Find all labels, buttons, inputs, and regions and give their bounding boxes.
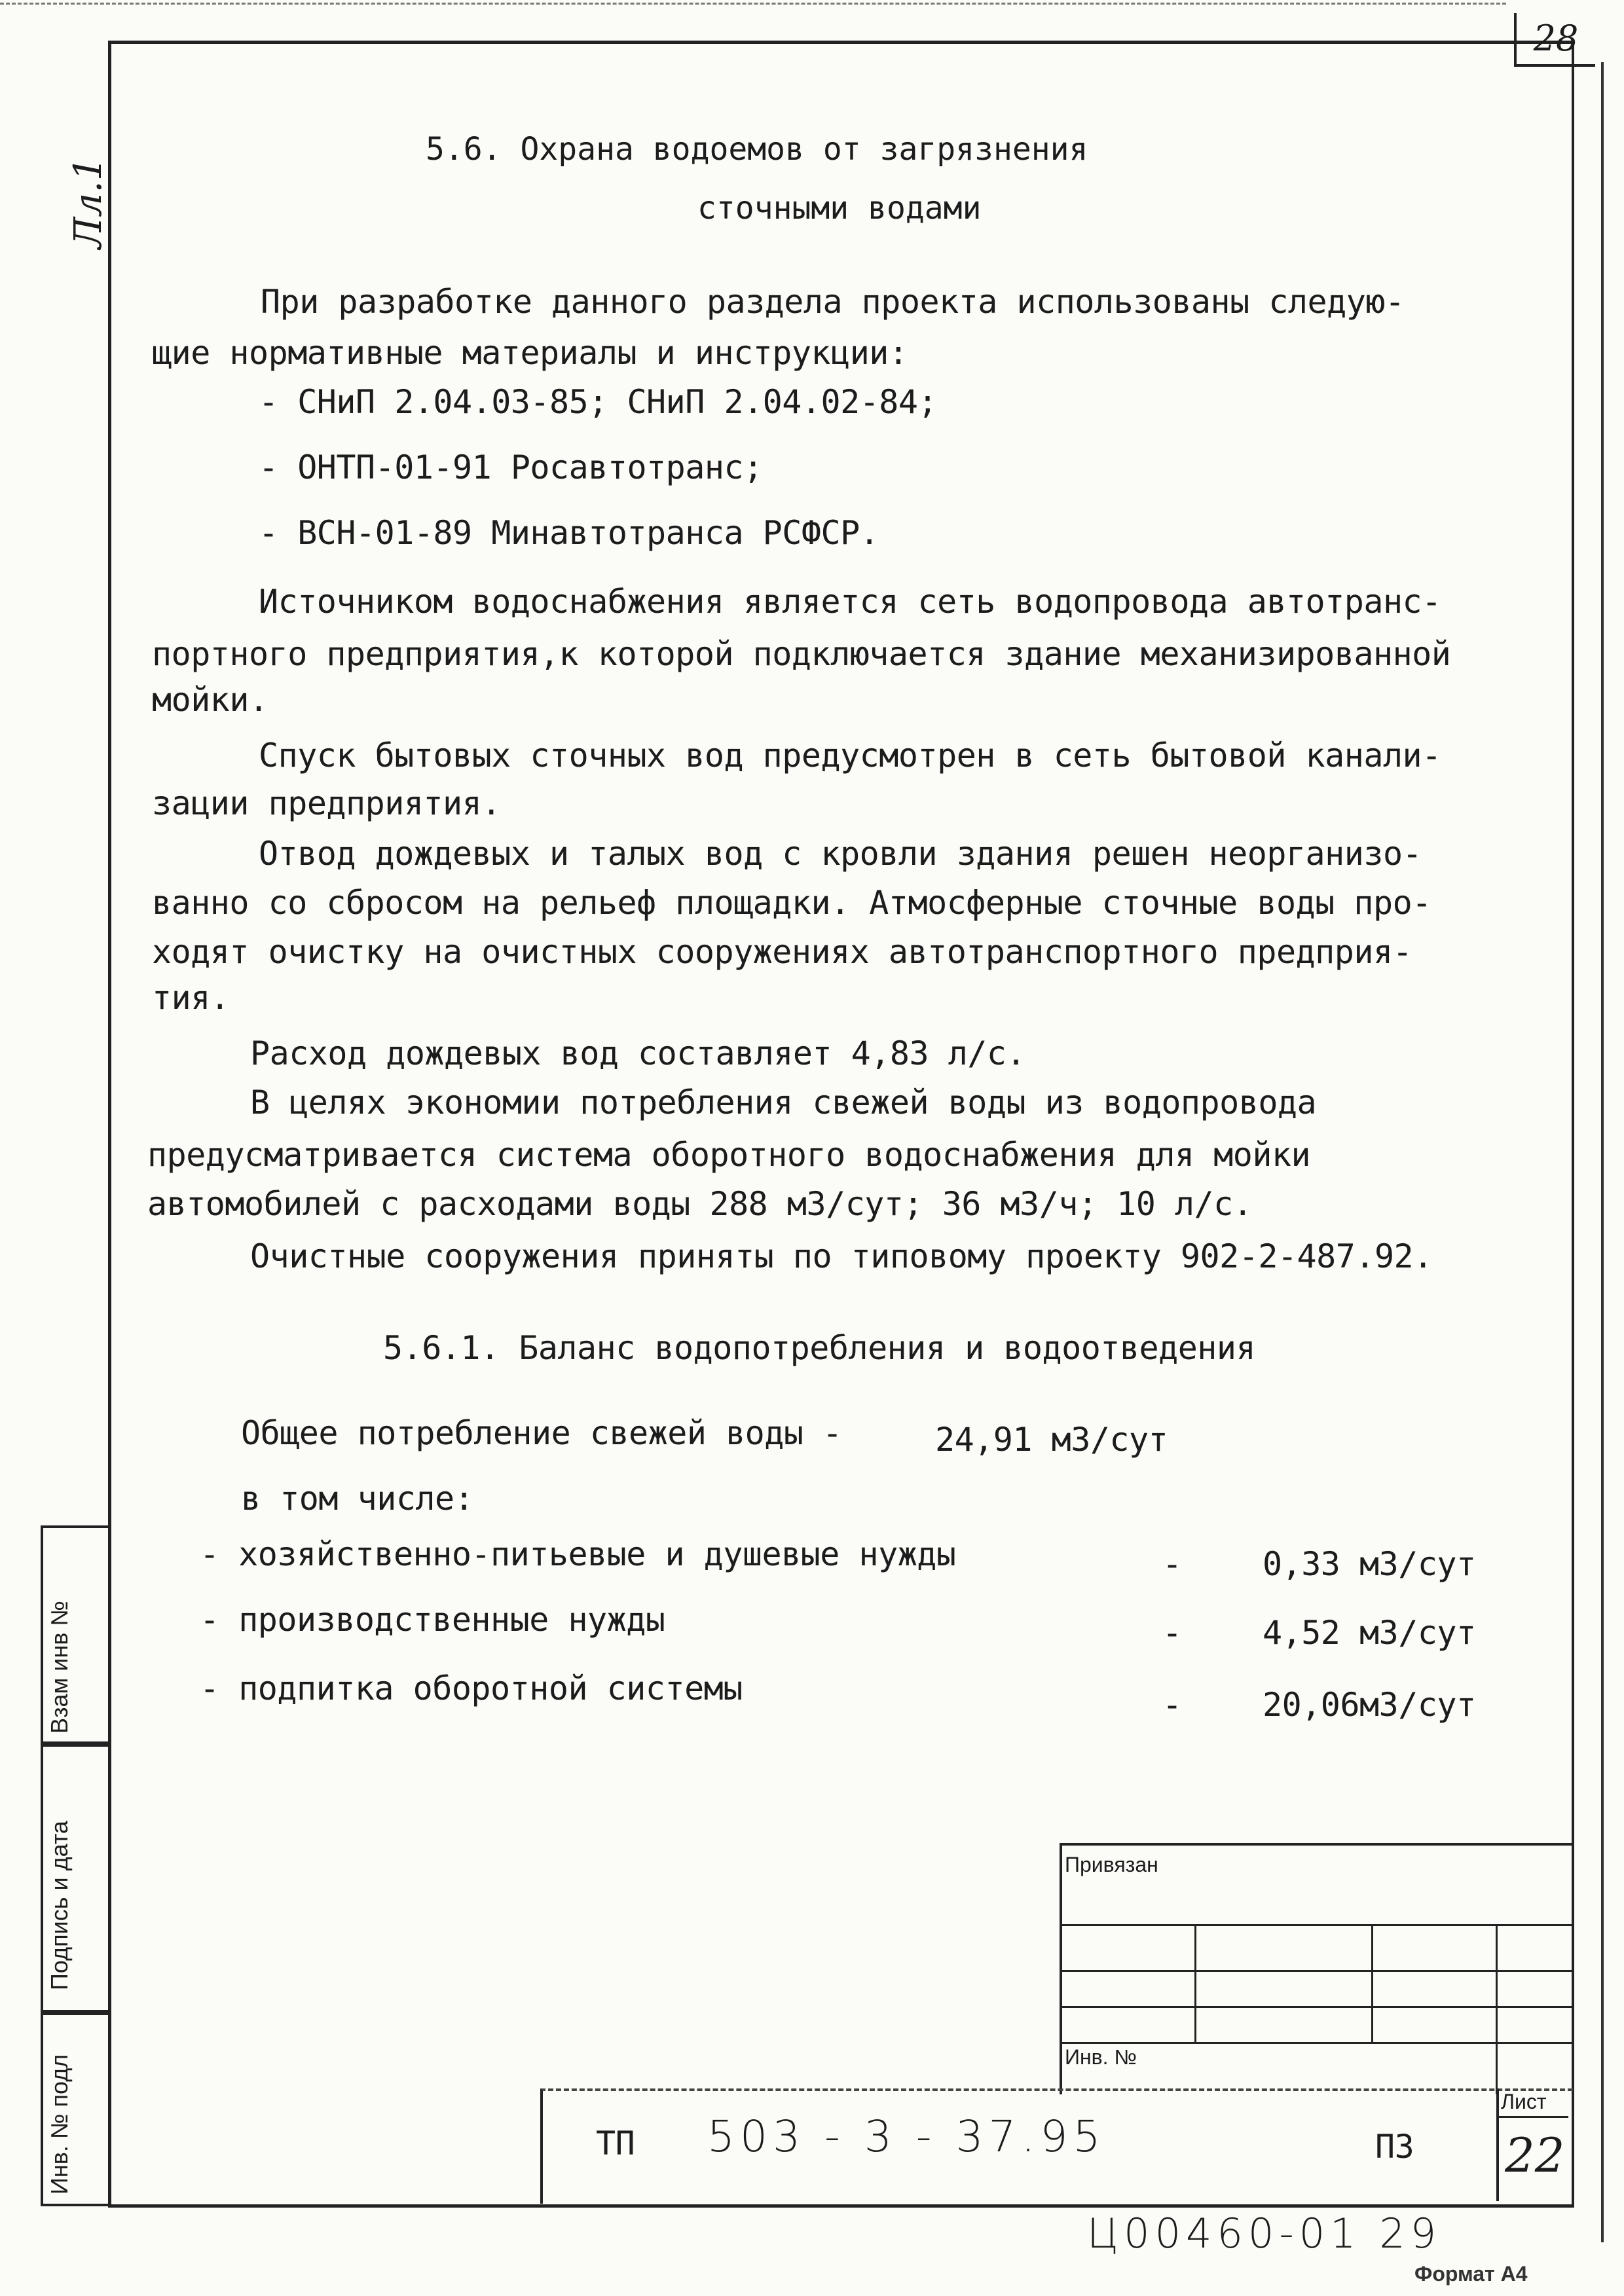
doc-code: 503 - 3 - 37.95 [707,2111,1106,2162]
paragraph-line: Источником водоснабжения является сеть водопровода автотранс- [259,583,1441,621]
norm-list-item: - ОНТП-01-91 Росавтотранс; [259,448,763,486]
balance-item-label: - подпитка оборотной системы [200,1669,743,1707]
side-stamp-vzam: Взам инв № [46,1600,73,1734]
doc-code-prefix: ТП [596,2124,635,2162]
archive-number: Ц00460-01 29 [1087,2210,1442,2257]
paragraph-line: автомобилей с расходами воды 288 м3/сут; 36 м3/ч; 10 л/с. [147,1185,1253,1223]
paragraph-line: портного предприятия,к которой подключается здание механизированной [152,635,1451,673]
paragraph-line: щие нормативные материалы и инструкции: [152,334,908,372]
balance-item-label: - хозяйственно-питьевые и душевые нужды [200,1535,956,1573]
paragraph-line: тия. [152,979,230,1017]
margin-note: Лл.1 [65,156,110,249]
balance-item-value: 20,06м3/сут [1263,1686,1476,1724]
paragraph-line: зации предприятия. [152,784,501,822]
paragraph-line: В целях экономии потребления свежей воды из водопровода [250,1084,1317,1121]
paragraph-line: Спуск бытовых сточных вод предусмотрен в сеть бытовой канали- [259,737,1441,774]
sheet-number: 22 [1505,2128,1565,2183]
balance-item-value: 0,33 м3/сут [1263,1545,1476,1583]
balance-item-dash: - [1162,1545,1182,1583]
top-dashed-line [0,3,1506,5]
paragraph-line: ванно со сбросом на рельеф площадки. Атмосферные сточные воды про- [152,884,1431,922]
paragraph-line: Очистные сооружения приняты по типовому проекту 902-2-487.92. [250,1237,1433,1275]
stamp-privyazan: Привязан [1065,1853,1158,1876]
paragraph-line: Отвод дождевых и талых вод с кровли здания решен неорганизо- [259,835,1422,873]
sheet-divider [1496,2116,1568,2118]
including-label: в том числе: [241,1480,474,1518]
paragraph-line: Расход дождевых вод составляет 4,83 л/с. [250,1034,1026,1072]
page-number: 28 [1514,13,1595,67]
balance-item-label: - производственные нужды [200,1601,665,1639]
frame-right-edge [1601,62,1604,2242]
subsection-title: 5.6.1. Баланс водопотребления и водоотведения [383,1329,1256,1367]
total-consumption-value: 24,91 м3/сут [935,1421,1168,1459]
paragraph-line: предусматривается система оборотного водоснабжения для мойки [147,1136,1311,1174]
stamp-inv-no: Инв. № [1065,2045,1137,2069]
norm-list-item: - ВСН-01-89 Минавтотранса РСФСР. [259,514,879,552]
section-title-line1: 5.6. Охрана водоемов от загрязнения [426,131,1088,168]
total-consumption-label: Общее потребление свежей воды - [241,1414,842,1452]
sheet-label: Лист [1501,2090,1547,2113]
paragraph-line: При разработке данного раздела проекта использованы следую- [261,283,1405,321]
side-stamp-sign: Подпись и дата [46,1821,73,1990]
norm-list-item: - СНиП 2.04.03-85; СНиП 2.04.02-84; [259,383,938,421]
balance-item-value: 4,52 м3/сут [1263,1614,1476,1652]
format-label: Формат А4 [1414,2262,1528,2286]
balance-item-dash: - [1162,1614,1182,1652]
section-title-line2: сточными водами [697,190,982,227]
balance-item-dash: - [1162,1686,1182,1724]
doc-type: ПЗ [1375,2128,1414,2166]
side-stamp-inv: Инв. № подл [46,2054,73,2195]
paragraph-line: мойки. [152,681,268,719]
paragraph-line: ходят очистку на очистных сооружениях автотранспортного предприя- [152,933,1412,971]
